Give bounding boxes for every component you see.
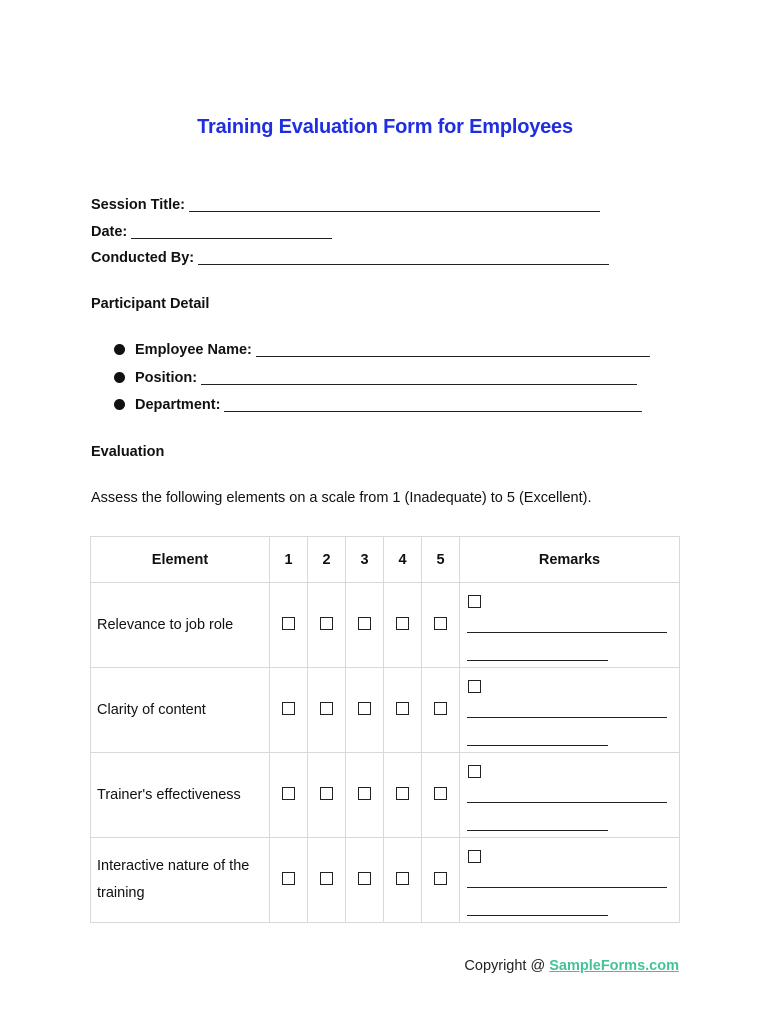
remarks-line[interactable] (467, 887, 667, 888)
copyright-text: Copyright @ (464, 958, 546, 974)
department-input-line[interactable] (224, 397, 642, 412)
employee-name-label: Employee Name: (135, 342, 252, 358)
date-input-line[interactable] (131, 224, 332, 239)
employee-name-input-line[interactable] (256, 342, 650, 357)
remarks-checkbox[interactable] (468, 765, 481, 778)
remarks-checkbox[interactable] (468, 680, 481, 693)
session-title-input-line[interactable] (189, 197, 600, 212)
score-3-checkbox[interactable] (358, 787, 371, 800)
position-field (114, 370, 637, 386)
conducted-by-field (91, 250, 609, 266)
score-1-checkbox[interactable] (282, 702, 295, 715)
date-label: Date: (91, 224, 128, 240)
score-5-checkbox[interactable] (434, 617, 447, 630)
remarks-cell (460, 668, 679, 752)
evaluation-heading: Evaluation (91, 444, 165, 460)
remarks-line[interactable] (467, 632, 667, 633)
employee-name-field (114, 342, 650, 358)
table-row (91, 838, 680, 923)
remarks-checkbox[interactable] (468, 850, 481, 863)
header-score-2: 2 (308, 537, 346, 583)
position-label: Position: (135, 370, 198, 386)
score-2-checkbox[interactable] (320, 617, 333, 630)
element-cell: Relevance to job role (91, 583, 270, 668)
bullet-icon (114, 399, 125, 410)
remarks-line[interactable] (467, 802, 667, 803)
table-row (91, 583, 680, 668)
score-5-checkbox[interactable] (434, 702, 447, 715)
score-2-checkbox[interactable] (320, 702, 333, 715)
header-remarks: Remarks (460, 537, 680, 583)
header-score-5: 5 (422, 537, 460, 583)
evaluation-table (90, 536, 680, 923)
score-2-checkbox[interactable] (320, 872, 333, 885)
evaluation-instructions: Assess the following elements on a scale from 1 (Inadequate) to 5 (Excellent). (91, 490, 592, 506)
remarks-checkbox[interactable] (468, 595, 481, 608)
score-4-checkbox[interactable] (396, 787, 409, 800)
header-element: Element (91, 537, 270, 583)
remarks-cell (460, 753, 679, 837)
score-1-checkbox[interactable] (282, 787, 295, 800)
department-label: Department: (135, 397, 221, 413)
remarks-cell (460, 838, 679, 922)
remarks-line[interactable] (467, 830, 608, 831)
department-field (114, 397, 642, 413)
session-title-label: Session Title: (91, 197, 186, 213)
position-input-line[interactable] (201, 370, 637, 385)
element-cell: Trainer's effectiveness (91, 753, 270, 838)
score-1-checkbox[interactable] (282, 617, 295, 630)
score-3-checkbox[interactable] (358, 872, 371, 885)
table-row (91, 753, 680, 838)
header-score-4: 4 (384, 537, 422, 583)
score-4-checkbox[interactable] (396, 702, 409, 715)
score-4-checkbox[interactable] (396, 617, 409, 630)
score-5-checkbox[interactable] (434, 787, 447, 800)
conducted-by-label: Conducted By: (91, 250, 195, 266)
brand-link[interactable]: SampleForms.com (549, 958, 679, 974)
remarks-line[interactable] (467, 660, 608, 661)
score-5-checkbox[interactable] (434, 872, 447, 885)
remarks-line[interactable] (467, 717, 667, 718)
score-1-checkbox[interactable] (282, 872, 295, 885)
element-cell: Clarity of content (91, 668, 270, 753)
header-score-3: 3 (346, 537, 384, 583)
date-field (91, 224, 332, 240)
score-3-checkbox[interactable] (358, 702, 371, 715)
remarks-line[interactable] (467, 915, 608, 916)
session-title-field (91, 197, 600, 213)
score-4-checkbox[interactable] (396, 872, 409, 885)
remarks-cell (460, 583, 679, 667)
element-cell: Interactive nature of the training (91, 838, 270, 923)
table-row (91, 668, 680, 753)
participant-heading: Participant Detail (91, 296, 210, 312)
bullet-icon (114, 344, 125, 355)
conducted-by-input-line[interactable] (198, 250, 609, 265)
copyright-footer (464, 958, 679, 974)
header-score-1: 1 (270, 537, 308, 583)
table-header-row (91, 537, 680, 583)
remarks-line[interactable] (467, 745, 608, 746)
bullet-icon (114, 372, 125, 383)
score-3-checkbox[interactable] (358, 617, 371, 630)
score-2-checkbox[interactable] (320, 787, 333, 800)
page-title: Training Evaluation Form for Employees (197, 116, 573, 138)
